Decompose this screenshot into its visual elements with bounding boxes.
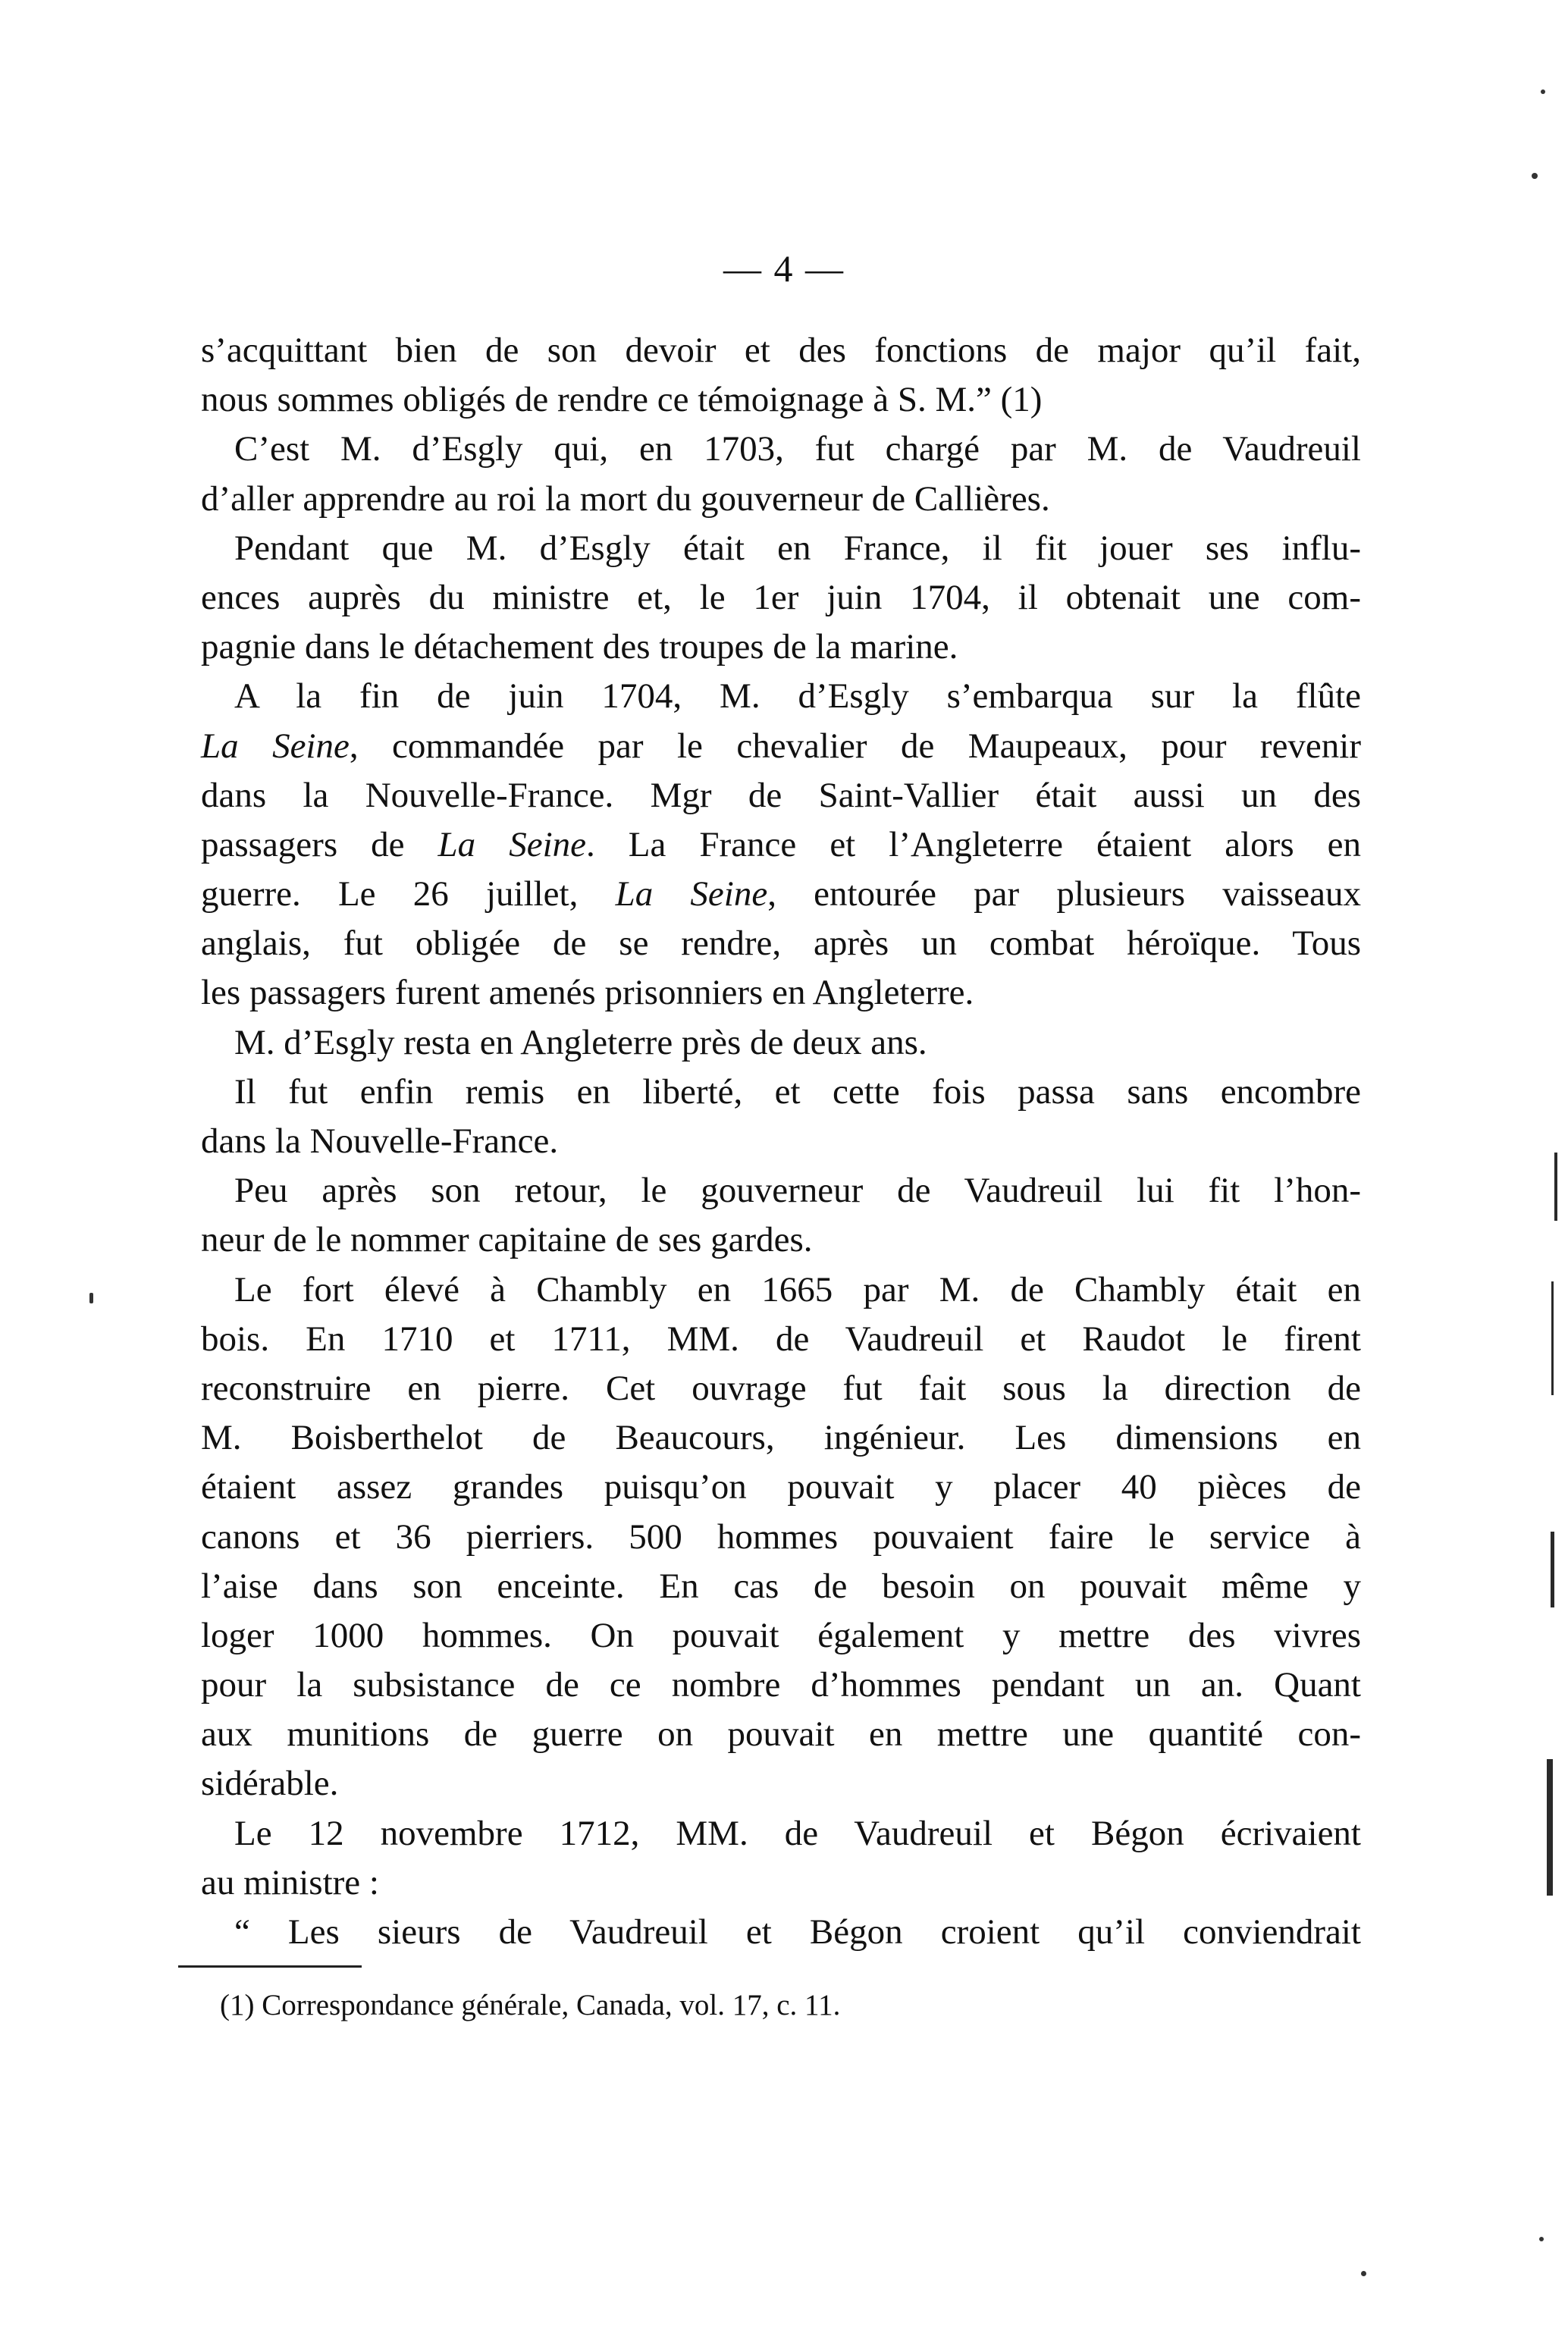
text-line: Pendant que M. d’Esgly était en France, il fit jouer ses influ- xyxy=(234,528,1361,568)
text-line: “ Les sieurs de Vaudreuil et Bégon croient qu’il conviendrait xyxy=(234,1912,1361,1952)
text-line: bois. En 1710 et 1711, MM. de Vaudreuil et Raudot le firent xyxy=(201,1319,1361,1359)
footnote-divider xyxy=(178,1965,362,1968)
scan-speck xyxy=(1539,2237,1544,2241)
text-line: guerre. Le 26 juillet, La Seine, entourée par plusieurs vaisseaux xyxy=(201,874,1361,914)
scan-speck xyxy=(1361,2271,1366,2276)
scan-speck xyxy=(1532,173,1538,179)
text-line: au ministre : xyxy=(201,1862,379,1902)
footnote: (1) Correspondance générale, Canada, vol. 17, c. 11. xyxy=(220,1989,841,2021)
text-line: Le fort élevé à Chambly en 1665 par M. de Chambly était en xyxy=(234,1269,1361,1309)
text-line: canons et 36 pierriers. 500 hommes pouvaient faire le service à xyxy=(201,1516,1361,1557)
scan-speck xyxy=(89,1293,93,1303)
text-line: neur de le nommer capitaine de ses gardes. xyxy=(201,1220,813,1260)
text-line: loger 1000 hommes. On pouvait également y mettre des vivres xyxy=(201,1615,1361,1655)
scan-edge-mark xyxy=(1551,1532,1554,1607)
text-line: M. d’Esgly resta en Angleterre près de deux ans. xyxy=(234,1022,927,1062)
text-line: s’acquittant bien de son devoir et des fonctions de major qu’il fait, xyxy=(201,331,1361,370)
scan-speck xyxy=(1541,89,1545,94)
text-line: C’est M. d’Esgly qui, en 1703, fut chargé par M. de Vaudreuil xyxy=(234,429,1361,469)
ship-name: La Seine xyxy=(437,824,587,864)
page-number: — 4 — xyxy=(723,247,845,290)
text-line: l’aise dans son enceinte. En cas de besoin on pouvait même y xyxy=(201,1566,1361,1606)
text-line: pour la subsistance de ce nombre d’hommes pendant un an. Quant xyxy=(201,1665,1361,1705)
text-line: d’aller apprendre au roi la mort du gouverneur de Callières. xyxy=(201,478,1050,519)
scan-edge-mark xyxy=(1551,1281,1554,1395)
text-line: aux munitions de guerre on pouvait en mettre une quantité con- xyxy=(201,1714,1361,1755)
text-line: reconstruire en pierre. Cet ouvrage fut fait sous la direction de xyxy=(201,1368,1361,1408)
text-line: sidérable. xyxy=(201,1764,339,1804)
text-line: dans la Nouvelle-France. xyxy=(201,1121,559,1161)
text-line: pagnie dans le détachement des troupes de la marine. xyxy=(201,627,958,667)
ship-name: La Seine xyxy=(201,726,350,766)
text-line: Le 12 novembre 1712, MM. de Vaudreuil et Bégon écrivaient xyxy=(234,1813,1361,1853)
text-line: ences auprès du ministre et, le 1er juin 1704, il obtenait une com- xyxy=(201,577,1361,617)
text-line: M. Boisberthelot de Beaucours, ingénieur. Les dimensions en xyxy=(201,1418,1361,1458)
text-line: anglais, fut obligée de se rendre, après un combat héroïque. Tous xyxy=(201,924,1361,964)
scan-edge-mark xyxy=(1554,1153,1557,1221)
text-line: Peu après son retour, le gouverneur de Vaudreuil lui fit l’hon- xyxy=(234,1171,1361,1211)
text-line: passagers de La Seine. La France et l’Angleterre étaient alors en xyxy=(201,824,1362,864)
text-line: les passagers furent amenés prisonniers en Angleterre. xyxy=(201,973,974,1013)
text-line: A la fin de juin 1704, M. d’Esgly s’embarqua sur la flûte xyxy=(234,676,1361,717)
scan-edge-mark xyxy=(1547,1759,1553,1896)
text-line: La Seine, commandée par le chevalier de Maupeaux, pour revenir xyxy=(201,726,1362,766)
text-line: Il fut enfin remis en liberté, et cette fois passa sans encombre xyxy=(234,1071,1361,1112)
text-line: étaient assez grandes puisqu’on pouvait y placer 40 pièces de xyxy=(201,1467,1361,1507)
text-line: nous sommes obligés de rendre ce témoignage à S. M.” (1) xyxy=(201,380,1043,420)
body-text xyxy=(201,326,1361,1957)
text-line: dans la Nouvelle-France. Mgr de Saint-Vallier était aussi un des xyxy=(201,775,1361,815)
ship-name: La Seine xyxy=(615,874,768,914)
